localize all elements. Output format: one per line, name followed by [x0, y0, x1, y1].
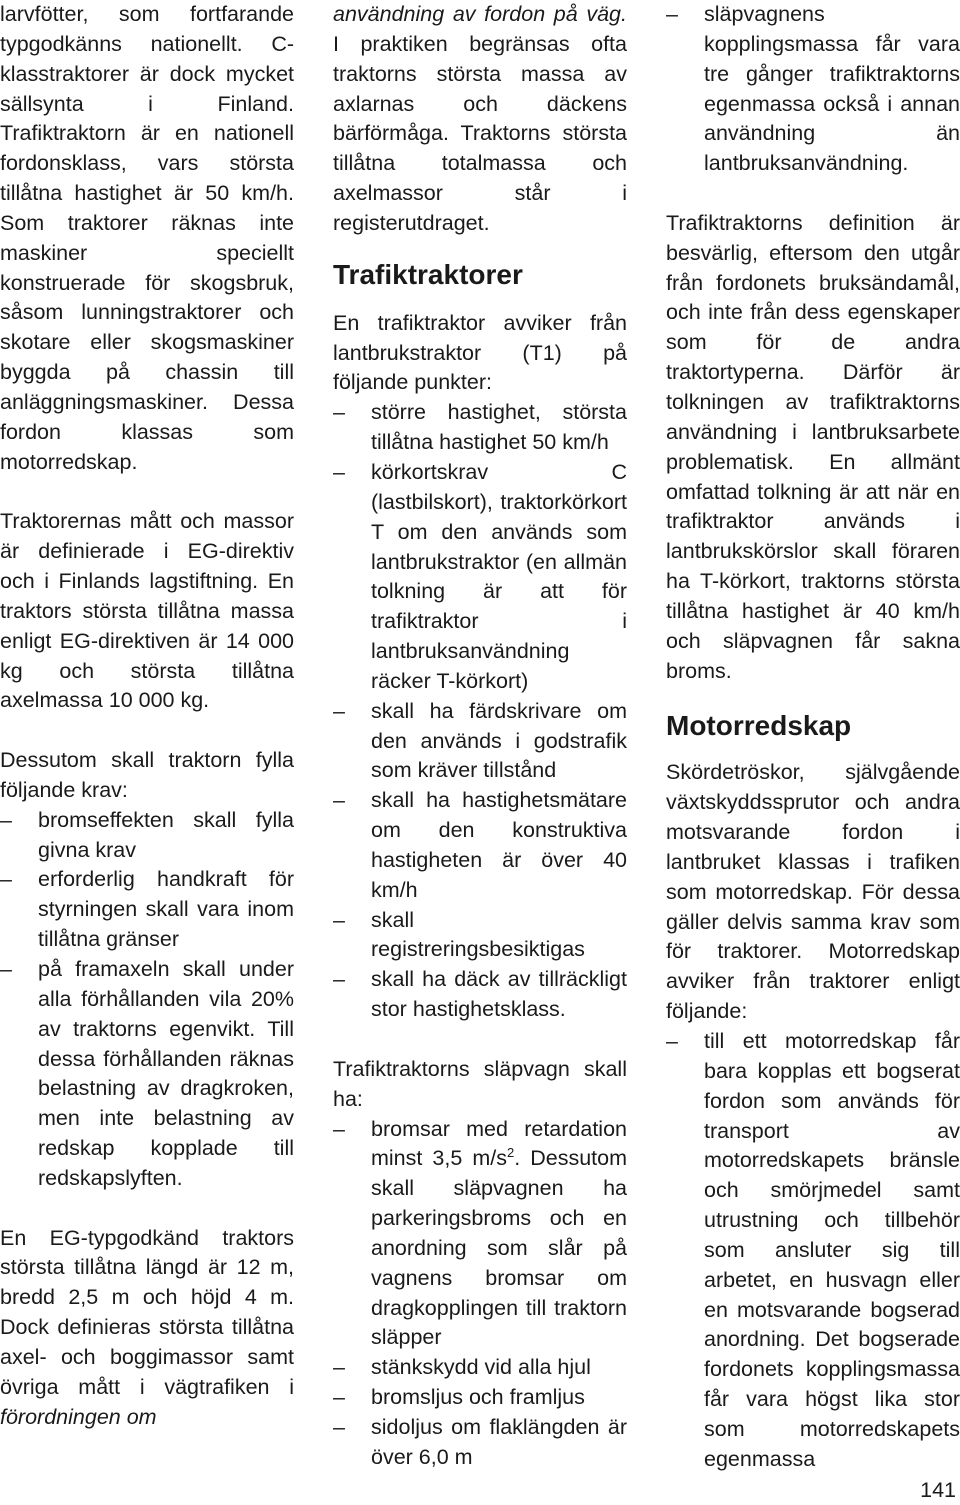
dash-bullet: – — [333, 1355, 345, 1380]
requirements-list — [0, 806, 294, 1194]
list-item-text: . Dessutom skall släpvagnen ha parkeringsbroms och en anordning som slår på vagnens bromsar om dragkopplingen till traktorn släpper — [371, 1146, 627, 1350]
list-item-text: erforderlig handkraft för styrningen skall vara inom tillåtna gränser — [38, 867, 294, 952]
list-item-text: skall ha däck av tillräckligt stor hastighetsklass. — [371, 967, 627, 1022]
list-item — [333, 786, 627, 905]
italic-text: förordningen om — [0, 1404, 157, 1429]
paragraph-text: I praktiken begränsas ofta traktorns största massa av axlarnas och däckens bärförmåga. Traktorns största tillåtna totalmassa och axelmassor står i registerutdraget. — [333, 31, 627, 235]
motorredskap-list — [666, 1027, 960, 1475]
dash-bullet: – — [333, 1385, 345, 1410]
section-heading: Trafiktraktorer — [333, 258, 523, 290]
list-item — [0, 955, 294, 1194]
list-item-text: bromsljus och framljus — [371, 1385, 585, 1410]
list-item — [333, 458, 627, 697]
list-item — [0, 806, 294, 866]
dash-bullet: – — [666, 2, 678, 26]
list-item — [666, 0, 960, 179]
dash-bullet: – — [333, 459, 345, 484]
trailer-requirements-list — [333, 1115, 627, 1473]
dash-bullet: – — [0, 807, 12, 832]
paragraph-text: En EG-typgodkänd traktors största tillåtna längd är 12 m, bredd 2,5 m och höjd 4 m. Dock definieras största tillåtna axel- och boggimassor samt övriga mått i vägtrafiken i — [0, 1225, 294, 1399]
paragraph: Skördetröskor, självgående växtskyddssprutor och andra motsvarande fordon i lantbruket klassas i trafiken som motorredskap. För dessa gäller delvis samma krav som för traktorer. Motorredskap avviker från traktorer enligt följande: — [666, 760, 960, 1024]
paragraph: Trafiktraktorns definition är besvärlig, eftersom den utgår från fordonets bruksändamål, och inte från dess egenskaper som för de andra traktortyperna. Därför är tolkningen av trafiktraktorns användning i lantbruksarbete problematisk. En allmänt omfattad tolkning är att när en trafiktraktor används i lantbrukskörslor skall föraren ha T-körkort, traktorns största tillåtna hastighet är 40 km/h och släpvagnen får sakna broms. — [666, 210, 960, 683]
differences-list — [333, 398, 627, 1025]
list-item-text: släpvagnens kopplingsmassa får vara tre gånger trafiktraktorns egenmassa också i annan användning än lantbruksanvändning. — [704, 2, 960, 176]
list-item-text: på framaxeln skall under alla förhållanden vila 20% av traktorns egenvikt. Till dessa förhållanden räknas belastning av dragkroken, men inte belastning av redskap kopplade till redskapslyften. — [38, 957, 294, 1190]
column-2 — [333, 0, 627, 1473]
list-item-text: skall ha färdskrivare om den används i godstrafik som kräver tillstånd — [371, 698, 627, 783]
list-item — [333, 906, 627, 966]
column-1 — [0, 0, 294, 1433]
section-heading: Motorredskap — [666, 710, 852, 742]
paragraph — [333, 0, 627, 239]
dash-bullet: – — [333, 907, 345, 932]
list-item-text: större hastighet, största tillåtna hastighet 50 km/h — [371, 400, 627, 455]
list-item-text: skall ha hastighetsmätare om den konstruktiva hastigheten är över 40 km/h — [371, 788, 627, 902]
dash-bullet: – — [333, 967, 345, 992]
list-item-text: stänkskydd vid alla hjul — [371, 1355, 591, 1380]
italic-text: användning av fordon på väg. — [333, 2, 627, 26]
list-item — [333, 965, 627, 1025]
list-item — [333, 1383, 627, 1413]
dash-bullet: – — [333, 400, 345, 425]
dash-bullet: – — [333, 698, 345, 723]
paragraph: En trafiktraktor avviker från lantbrukstraktor (T1) på följande punkter: — [333, 310, 627, 395]
paragraph: larvfötter, som fortfarande typgodkänns nationellt. C-klasstraktorer är dock mycket sällsynta i Finland. Trafiktraktorn är en nationell fordonsklass, vars största tillåtna hastighet är 50 km/h. Som traktorer räknas inte maskiner speciellt konstruerade för skogsbruk, såsom lunningstraktorer och skotare eller skogsmaskiner byggda på chassin till anläggningsmaskiner. Dessa fordon klassas som motorredskap. — [0, 2, 294, 474]
dash-bullet: – — [333, 1116, 345, 1141]
list-item-text: bromseffekten skall fylla givna krav — [38, 807, 294, 862]
list-item — [0, 865, 294, 955]
superscript: 2 — [506, 1145, 515, 1161]
dash-bullet: – — [666, 1029, 678, 1053]
dash-bullet: – — [333, 788, 345, 813]
dash-bullet: – — [0, 957, 12, 981]
list-item-text: körkortskrav C (lastbilskort), traktorkörkort T om den används som lantbrukstraktor (en allmän tolkning är att för trafiktraktor i lantbruksanvändning räcker T-körkort) — [371, 459, 627, 693]
list-item — [333, 697, 627, 787]
dash-bullet: – — [0, 867, 12, 892]
list-item-text: bromsar med retardation minst 3,5 m/s — [371, 1116, 627, 1171]
list-item — [333, 398, 627, 458]
paragraph: Dessutom skall traktorn fylla följande krav: — [0, 748, 294, 802]
column-3 — [666, 0, 960, 1475]
list-item-text: till ett motorredskap får bara kopplas ett bogserat fordon som används för transport av motorredskapets bränsle och smörjmedel samt utrustning och tillbehör som ansluter sig till arbetet, en husvagn eller en motsvarande bogserad anordning. Det bogserade fordonets kopplingsmassa får vara högst lika stor som motorredskapets egenmassa — [704, 1029, 960, 1471]
list-item — [333, 1353, 627, 1383]
paragraph — [0, 1224, 294, 1433]
list-item — [333, 1413, 627, 1473]
trailer-requirements-list-continued — [666, 0, 960, 179]
paragraph: Traktorernas mått och massor är definierade i EG-direktiv och i Finlands lagstiftning. En traktors största tillåtna massa enligt EG-direktiven är 14 000 kg och största tillåtna axelmassa 10 000 kg. — [0, 509, 294, 713]
dash-bullet: – — [333, 1414, 345, 1439]
list-item-text: skall registreringsbesiktigas — [371, 907, 585, 962]
list-item-text: sidoljus om flaklängden är över 6,0 m — [371, 1414, 627, 1469]
list-item — [333, 1115, 627, 1354]
list-item — [666, 1027, 960, 1475]
page-number: 141 — [920, 1478, 956, 1502]
paragraph: Trafiktraktorns släpvagn skall ha: — [333, 1056, 627, 1111]
